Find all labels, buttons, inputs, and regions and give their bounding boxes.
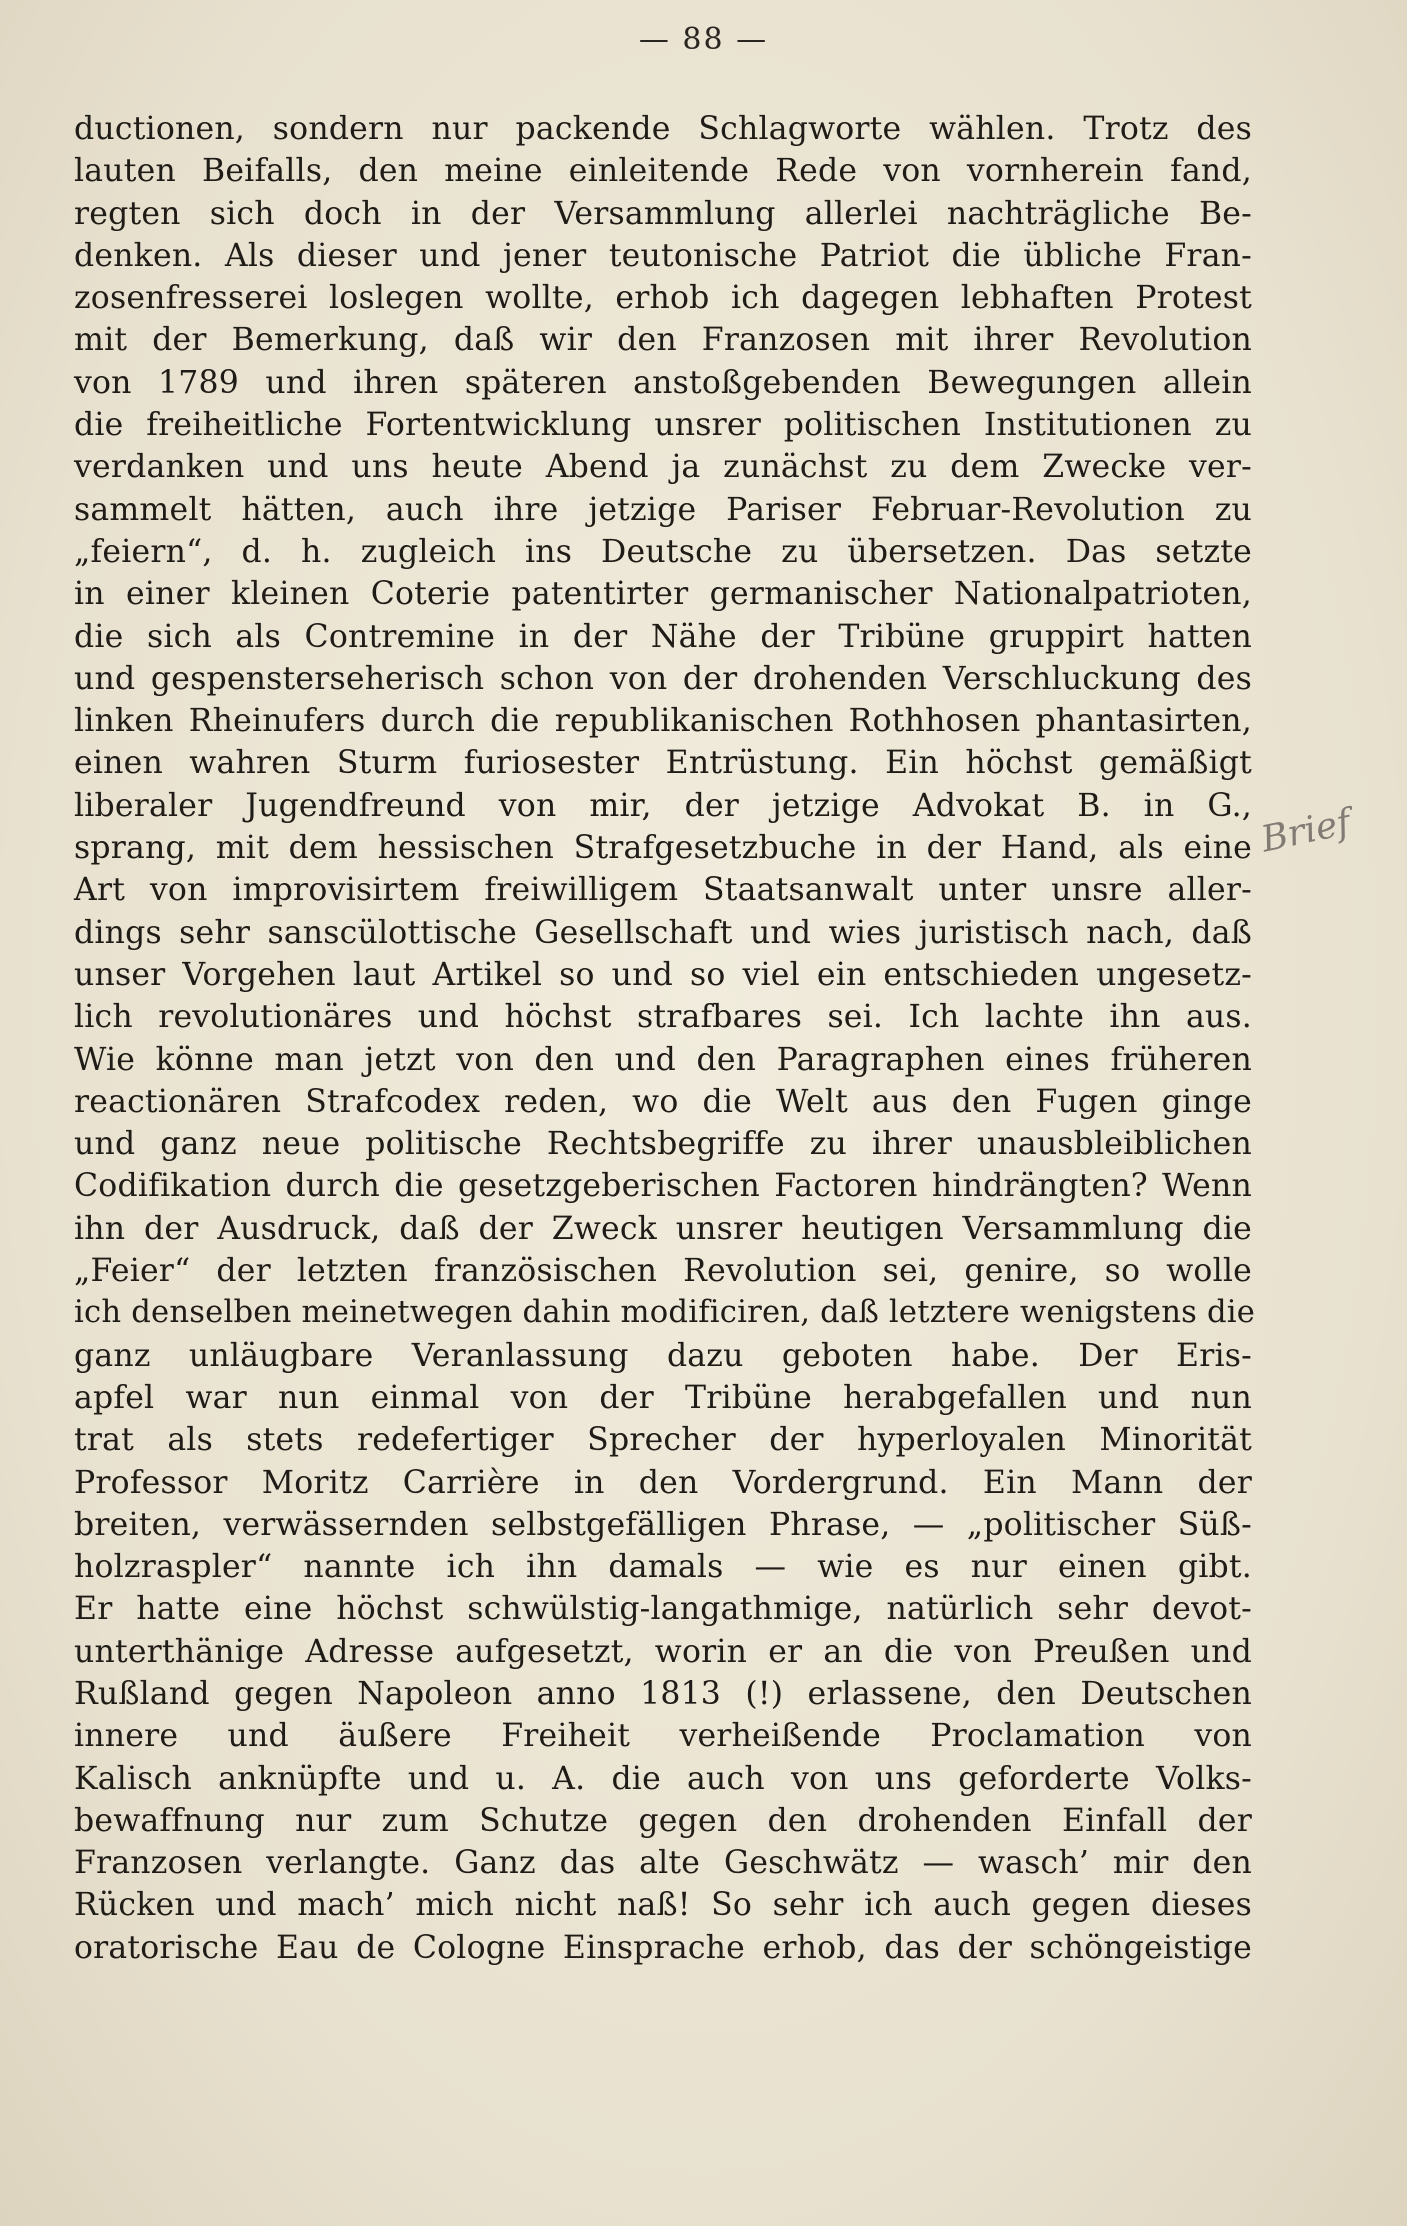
text-line: oratorische Eau de Cologne Einsprache erhob, das der schöngeistige — [74, 1929, 1252, 1966]
text-line: mit der Bemerkung, daß wir den Franzosen mit ihrer Revolution — [74, 322, 1252, 359]
text-line: sammelt hätten, auch ihre jetzige Pariser Februar-Revolution zu — [74, 491, 1252, 528]
text-line: ihn der Ausdruck, daß der Zweck unsrer heutigen Versammlung die — [74, 1210, 1252, 1247]
text-line: „feiern“, d. h. zugleich ins Deutsche zu übersetzen. Das setzte — [74, 533, 1252, 570]
page-number: — 88 — — [638, 22, 769, 57]
text-line: in einer kleinen Coterie patentirter germanischer Nationalpatrioten, — [74, 576, 1252, 613]
text-line: und gespensterseherisch schon von der drohenden Verschluckung des — [74, 660, 1252, 697]
text-line: die sich als Contremine in der Nähe der Tribüne gruppirt hatten — [74, 618, 1252, 655]
text-line: innere und äußere Freiheit verheißende Proclamation von — [74, 1718, 1252, 1755]
text-line: zosenfresserei loslegen wollte, erhob ich dagegen lebhaften Protest — [74, 280, 1252, 317]
text-line: unser Vorgehen laut Artikel so und so viel ein entschieden ungesetz- — [74, 956, 1252, 993]
text-line: „Feier“ der letzten französischen Revolution sei, genire, so wolle — [74, 1253, 1252, 1290]
text-line: regten sich doch in der Versammlung allerlei nachträgliche Be- — [74, 195, 1252, 232]
text-line: lauten Beifalls, den meine einleitende Rede von vornherein fand, — [74, 153, 1252, 190]
text-line: Professor Moritz Carrière in den Vordergrund. Ein Mann der — [74, 1464, 1252, 1501]
text-line: Rußland gegen Napoleon anno 1813 (!) erlassene, den Deutschen — [74, 1675, 1252, 1712]
text-line: Art von improvisirtem freiwilligem Staatsanwalt unter unsre aller- — [74, 872, 1252, 909]
body-text — [74, 108, 1256, 1969]
text-line: holzraspler“ nannte ich ihn damals — wie es nur einen gibt. — [74, 1549, 1252, 1586]
handwritten-margin-note: Brief — [1257, 801, 1355, 861]
text-line: Rücken und mach’ mich nicht naß! So sehr ich auch gegen dieses — [74, 1887, 1252, 1924]
text-line: dings sehr sanscülottische Gesellschaft und wies juristisch nach, daß — [74, 914, 1252, 951]
text-line: Er hatte eine höchst schwülstig-langathmige, natürlich sehr devot- — [74, 1591, 1252, 1628]
text-line: Kalisch anknüpfte und u. A. die auch von uns geforderte Volks- — [74, 1760, 1252, 1797]
text-line: apfel war nun einmal von der Tribüne herabgefallen und nun — [74, 1379, 1252, 1416]
text-line: ich denselben meinetwegen dahin modificiren, daß letztere wenigstens die — [74, 1295, 1256, 1331]
text-line: lich revolutionäres und höchst strafbares sei. Ich lachte ihn aus. — [74, 999, 1252, 1036]
text-line: Codifikation durch die gesetzgeberischen Factoren hindrängten? Wenn — [74, 1168, 1252, 1205]
text-line: Wie könne man jetzt von den und den Paragraphen eines früheren — [74, 1041, 1252, 1078]
text-line: reactionären Strafcodex reden, wo die Welt aus den Fugen ginge — [74, 1083, 1252, 1120]
text-line: und ganz neue politische Rechtsbegriffe zu ihrer unausbleiblichen — [74, 1126, 1252, 1163]
text-line: verdanken und uns heute Abend ja zunächst zu dem Zwecke ver- — [74, 449, 1252, 486]
text-line: trat als stets redefertiger Sprecher der hyperloyalen Minorität — [74, 1422, 1252, 1459]
text-line: denken. Als dieser und jener teutonische Patriot die übliche Fran- — [74, 237, 1252, 274]
text-line: bewaffnung nur zum Schutze gegen den drohenden Einfall der — [74, 1802, 1252, 1839]
text-line: ganz unläugbare Veranlassung dazu geboten habe. Der Eris- — [74, 1337, 1252, 1374]
text-line: linken Rheinufers durch die republikanischen Rothhosen phantasirten, — [74, 703, 1252, 740]
text-line: die freiheitliche Fortentwicklung unsrer politischen Institutionen zu — [74, 407, 1252, 444]
text-line: einen wahren Sturm furiosester Entrüstung. Ein höchst gemäßigt — [74, 745, 1252, 782]
text-line: breiten, verwässernden selbstgefälligen Phrase, — „politischer Süß- — [74, 1506, 1252, 1543]
text-line: Franzosen verlangte. Ganz das alte Geschwätz — wasch’ mir den — [74, 1845, 1252, 1882]
text-line: von 1789 und ihren späteren anstoßgebenden Bewegungen allein — [74, 364, 1252, 401]
text-line: sprang, mit dem hessischen Strafgesetzbuche in der Hand, als eine — [74, 830, 1252, 867]
text-line: liberaler Jugendfreund von mir, der jetzige Advokat B. in G., — [74, 787, 1252, 824]
text-line: unterthänige Adresse aufgesetzt, worin er an die von Preußen und — [74, 1633, 1252, 1670]
text-line: ductionen, sondern nur packende Schlagworte wählen. Trotz des — [74, 111, 1252, 147]
